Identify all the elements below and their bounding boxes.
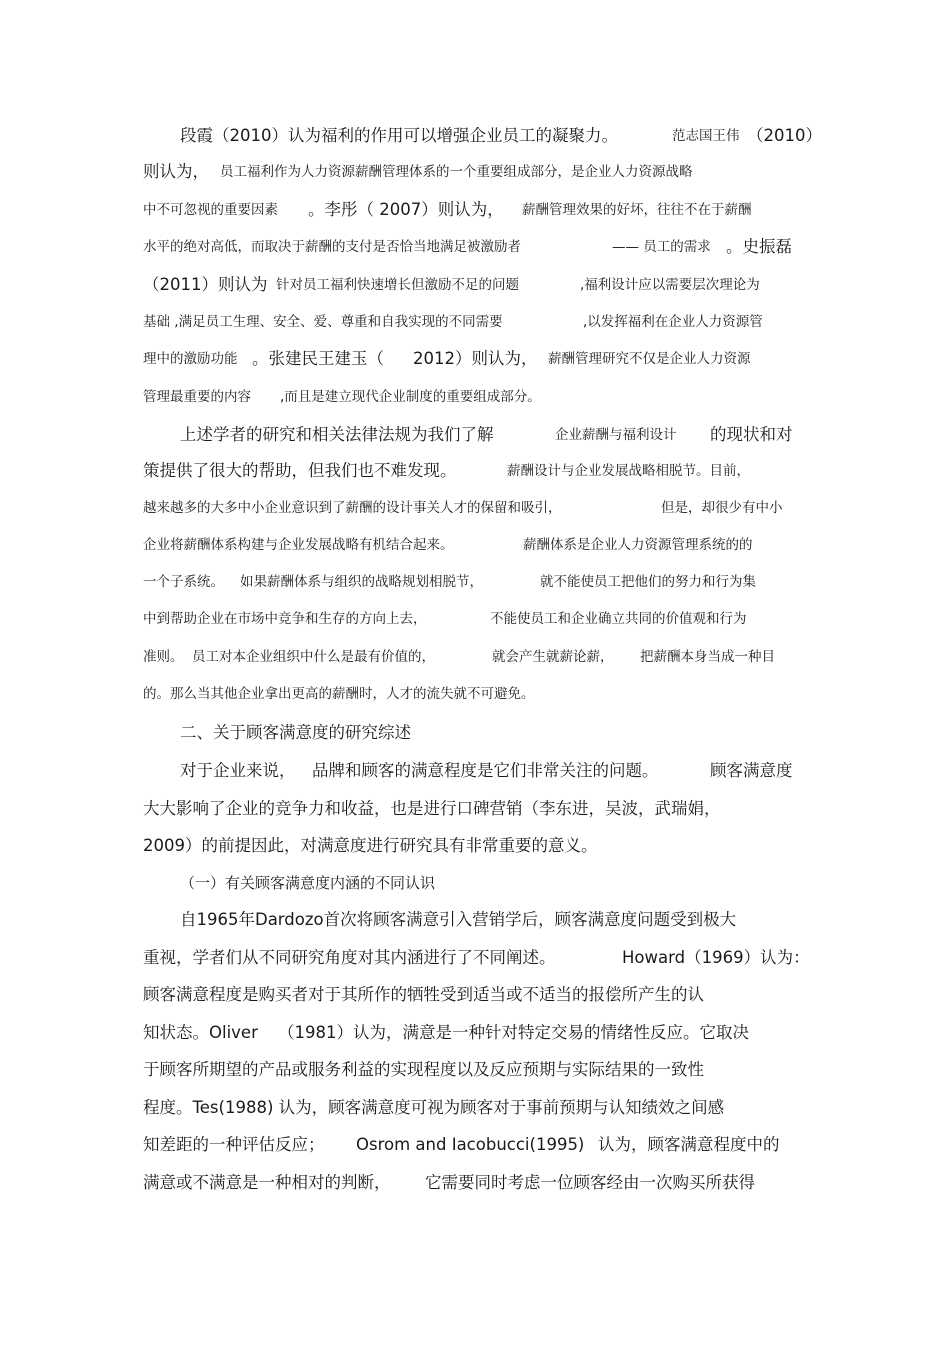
text-span: （2010）	[747, 126, 822, 145]
text-span: 中不可忽视的重要因素	[143, 202, 278, 218]
text-span: 薪酬设计与企业发展战略相脱节。目前，	[507, 463, 750, 479]
text-span: 把薪酬本身当成一种目	[640, 649, 775, 665]
text-span: 理中的激励功能	[143, 351, 238, 367]
text-span: 满意或不满意是一种相对的判断，	[143, 1173, 391, 1192]
text-span: 知状态。Oliver	[143, 1023, 258, 1042]
text-span: 员工对本企业组织中什么是最有价值的，	[192, 649, 435, 665]
text-span: 则认为，	[143, 162, 209, 181]
text-span: 2012）则认为，	[413, 349, 538, 368]
subsection-heading-text: （一）有关顾客满意度内涵的不同认识	[180, 874, 436, 892]
text-span: 它需要同时考虑一位顾客经由一次购买所获得	[425, 1173, 755, 1192]
text-span: 于顾客所期望的产品或服务利益的实现程度以及反应预期与实际结果的一致性	[143, 1060, 704, 1079]
text-span: 基础 ,满足员工生理、安全、爱、尊重和自我实现的不同需要	[143, 314, 503, 330]
text-span: 水平的绝对高低，而取决于薪酬的支付是否恰当地满足被激励者	[143, 239, 521, 255]
text-span: Howard（1969）认为：	[622, 948, 810, 967]
text-span: 的。那么当其他企业拿出更高的薪酬时，人才的流失就不可避免。	[143, 686, 535, 702]
text-span: 就不能使员工把他们的努力和行为集	[540, 574, 756, 590]
text-span: 自1965年Dardozo首次将顾客满意引入营销学后，顾客满意度问题受到极大	[180, 910, 737, 929]
text-span: 薪酬管理研究不仅是企业人力资源	[548, 351, 751, 367]
text-span: 对于企业来说，	[180, 761, 296, 780]
text-span: ,以发挥福利在企业人力资源管	[583, 314, 763, 330]
text-span: 一个子系统。	[143, 574, 224, 590]
text-span: 。史振磊	[726, 237, 792, 256]
text-span: 针对员工福利快速增长但激励不足的问题	[276, 277, 519, 293]
text-span: —— 员工的需求	[612, 239, 711, 255]
text-span: 程度。Tes(1988) 认为，顾客满意度可视为顾客对于事前预期与认知绩效之间感	[143, 1098, 725, 1117]
text-span: 如果薪酬体系与组织的战略规划相脱节，	[240, 574, 483, 590]
text-span: 员工福利作为人力资源薪酬管理体系的一个重要组成部分，是企业人力资源战略	[220, 164, 693, 180]
text-span: 重视，学者们从不同研究角度对其内涵进行了不同阐述。	[143, 948, 556, 967]
text-span: 企业薪酬与福利设计	[555, 427, 677, 443]
text-span: 上述学者的研究和相关法律法规为我们了解	[180, 425, 494, 444]
text-span: 品牌和顾客的满意程度是它们非常关注的问题。	[312, 761, 659, 780]
text-span: 大大影响了企业的竞争力和收益，也是进行口碑营销（李东进，吴波，武瑞娟，	[143, 799, 721, 818]
text-span: 2009）的前提因此，对满意度进行研究具有非常重要的意义。	[143, 836, 598, 855]
section-heading-text: 二、关于顾客满意度的研究综述	[180, 723, 411, 742]
text-span: ,而且是建立现代企业制度的重要组成部分。	[280, 389, 541, 405]
text-span: ,福利设计应以需要层次理论为	[580, 277, 760, 293]
text-span: 顾客满意程度是购买者对于其所作的牺牲受到适当或不适当的报偿所产生的认	[143, 985, 704, 1004]
text-span: 的现状和对	[710, 425, 793, 444]
text-span: 不能使员工和企业确立共同的价值观和行为	[490, 611, 747, 627]
text-span: 策提供了很大的帮助，但我们也不难发现。	[143, 461, 457, 480]
text-span: 管理最重要的内容	[143, 389, 251, 405]
text-span: 中到帮助企业在市场中竞争和生存的方向上去，	[143, 611, 427, 627]
text-span: 但是，却很少有中小	[661, 500, 783, 516]
text-span: 。张建民王建玉（	[252, 349, 384, 368]
text-span: 范志国王伟	[672, 128, 740, 144]
text-span: 越来越多的大多中小企业意识到了薪酬的设计事关人才的保留和吸引，	[143, 500, 562, 516]
text-span: Osrom and Iacobucci(1995)	[356, 1135, 585, 1154]
text-span: 准则。	[143, 649, 184, 665]
text-span: 薪酬管理效果的好坏，往往不在于薪酬	[522, 202, 752, 218]
text-span: 企业将薪酬体系构建与企业发展战略有机结合起来。	[143, 537, 454, 553]
text-span: 就会产生就薪论薪，	[492, 649, 614, 665]
text-span: 顾客满意度	[710, 761, 793, 780]
text-span: 知差距的一种评估反应；	[143, 1135, 325, 1154]
text-span: 薪酬体系是企业人力资源管理系统的的	[523, 537, 753, 553]
text-span: （1981）认为，满意是一种针对特定交易的情绪性反应。它取决	[278, 1023, 749, 1042]
text-span: 认为，顾客满意程度中的	[598, 1135, 780, 1154]
text-span: 段霞（2010）认为福利的作用可以增强企业员工的凝聚力。	[180, 126, 618, 145]
text-span: 。李彤（ 2007）则认为，	[308, 200, 504, 219]
text-span: （2011）则认为	[143, 275, 268, 294]
